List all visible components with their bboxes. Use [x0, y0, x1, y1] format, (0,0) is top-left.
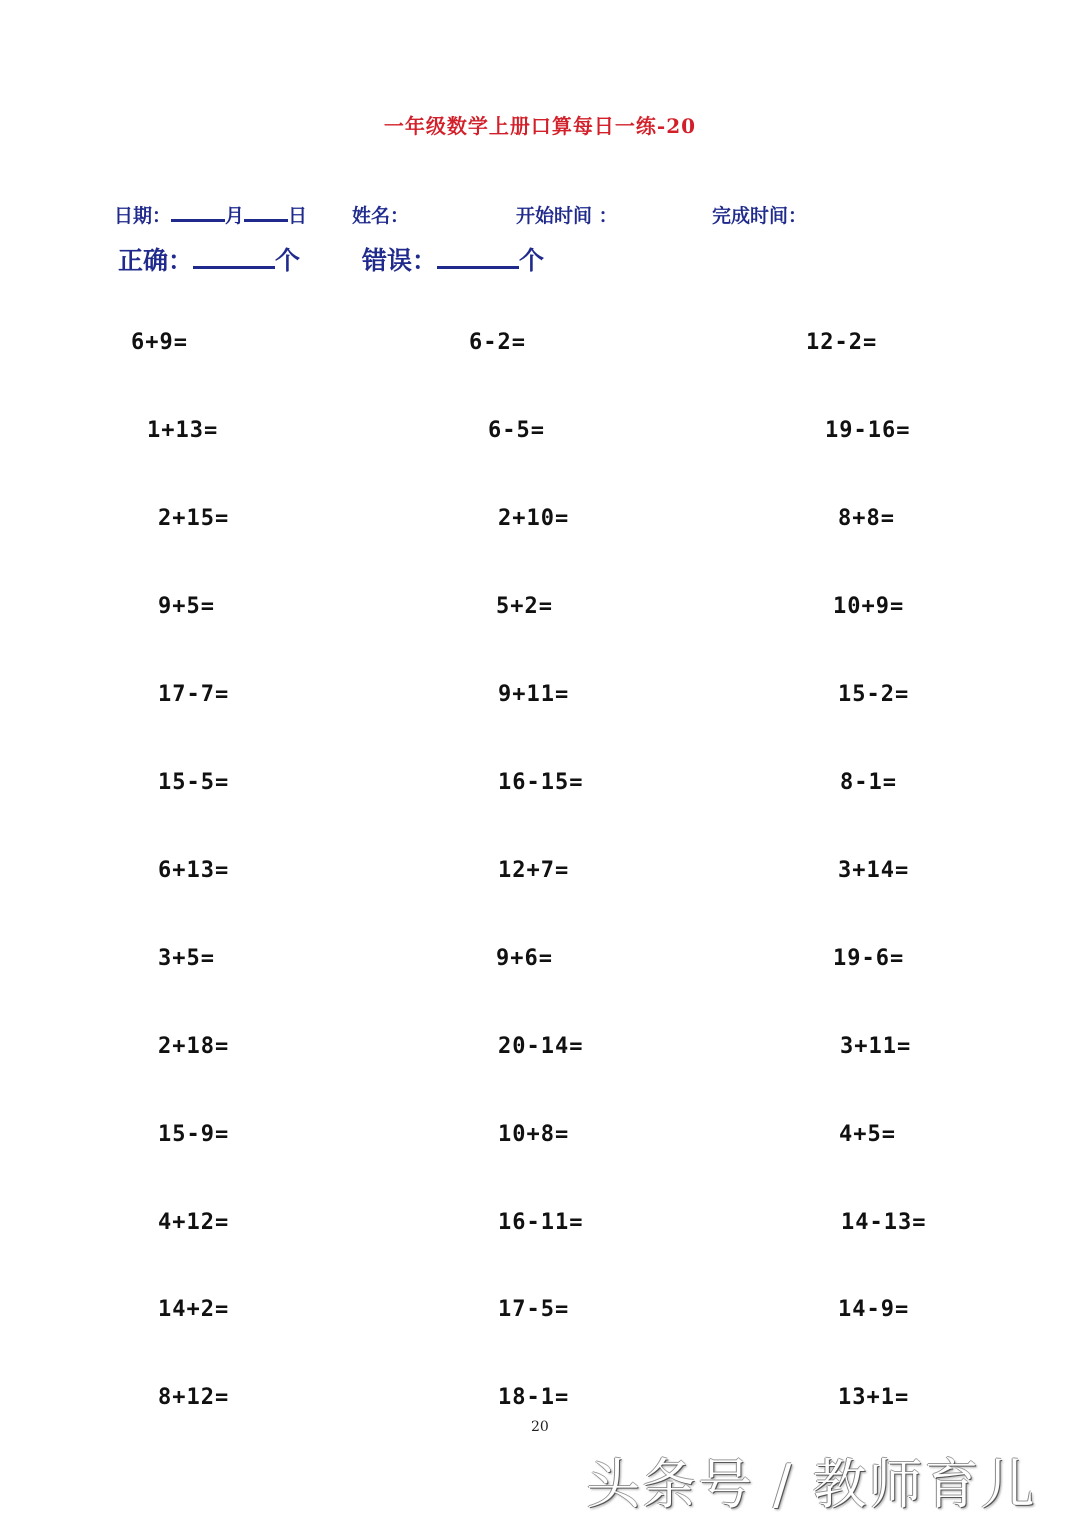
worksheet-title: 一年级数学上册口算每日一练-20: [383, 114, 697, 138]
problem-c1-r3: 2+15=: [158, 506, 230, 531]
correct-count-field: [118, 241, 300, 277]
watermark: 头条号 / 教师育儿: [586, 1453, 1037, 1516]
problem-c3-r2: 19-16=: [825, 418, 911, 443]
wrong-count-field: [362, 241, 544, 277]
problem-c1-r4: 9+5=: [158, 594, 215, 619]
date-label: 日期：: [114, 205, 172, 227]
problem-c1-r6: 15-5=: [158, 770, 230, 795]
wrong-label: 错误：: [362, 246, 438, 275]
problem-c1-r12: 14+2=: [158, 1297, 230, 1322]
wrong-blank[interactable]: [437, 265, 519, 269]
problem-c3-r7: 3+14=: [838, 858, 910, 883]
problem-c3-r6: 8-1=: [840, 770, 897, 795]
problem-c1-r7: 6+13=: [158, 858, 230, 883]
day-label: 日: [288, 205, 308, 227]
problem-c2-r11: 16-11=: [498, 1210, 584, 1235]
problem-c1-r8: 3+5=: [158, 946, 215, 971]
problem-c3-r3: 8+8=: [838, 506, 895, 531]
correct-label: 正确：: [118, 246, 194, 275]
problem-c3-r5: 15-2=: [838, 682, 910, 707]
problem-c3-r12: 14-9=: [838, 1297, 910, 1322]
problem-c2-r13: 18-1=: [498, 1385, 570, 1410]
problem-c2-r10: 10+8=: [498, 1122, 570, 1147]
problem-c2-r7: 12+7=: [498, 858, 570, 883]
month-label: 月: [225, 205, 245, 227]
problem-c3-r9: 3+11=: [840, 1034, 912, 1059]
problem-c2-r8: 9+6=: [496, 946, 553, 971]
problem-c1-r1: 6+9=: [131, 330, 188, 355]
problem-c3-r11: 14-13=: [841, 1210, 927, 1235]
problem-c1-r10: 15-9=: [158, 1122, 230, 1147]
problem-c2-r5: 9+11=: [498, 682, 570, 707]
problem-c2-r12: 17-5=: [498, 1297, 570, 1322]
problem-c1-r13: 8+12=: [158, 1385, 230, 1410]
correct-unit: 个: [275, 246, 301, 275]
problem-c1-r2: 1+13=: [147, 418, 219, 443]
problem-c1-r11: 4+12=: [158, 1210, 230, 1235]
problem-c2-r6: 16-15=: [498, 770, 584, 795]
problem-c2-r1: 6-2=: [469, 330, 526, 355]
problem-c1-r5: 17-7=: [158, 682, 230, 707]
problem-c2-r3: 2+10=: [498, 506, 570, 531]
problem-c3-r8: 19-6=: [833, 946, 905, 971]
wrong-unit: 个: [519, 246, 545, 275]
problem-c2-r4: 5+2=: [496, 594, 553, 619]
month-blank[interactable]: [171, 218, 225, 222]
problem-c1-r9: 2+18=: [158, 1034, 230, 1059]
problem-c2-r2: 6-5=: [488, 418, 545, 443]
page-number: 20: [531, 1419, 549, 1435]
problem-c3-r10: 4+5=: [839, 1122, 896, 1147]
finish-time-label: 完成时间：: [712, 205, 808, 227]
problem-c3-r4: 10+9=: [833, 594, 905, 619]
problem-c3-r1: 12-2=: [806, 330, 878, 355]
problem-c3-r13: 13+1=: [838, 1385, 910, 1410]
date-field: [114, 201, 307, 228]
start-time-label: 开始时间 ：: [516, 205, 618, 227]
problem-c2-r9: 20-14=: [498, 1034, 584, 1059]
name-label: 姓名：: [352, 205, 410, 227]
correct-blank[interactable]: [193, 265, 275, 269]
day-blank[interactable]: [244, 218, 288, 222]
